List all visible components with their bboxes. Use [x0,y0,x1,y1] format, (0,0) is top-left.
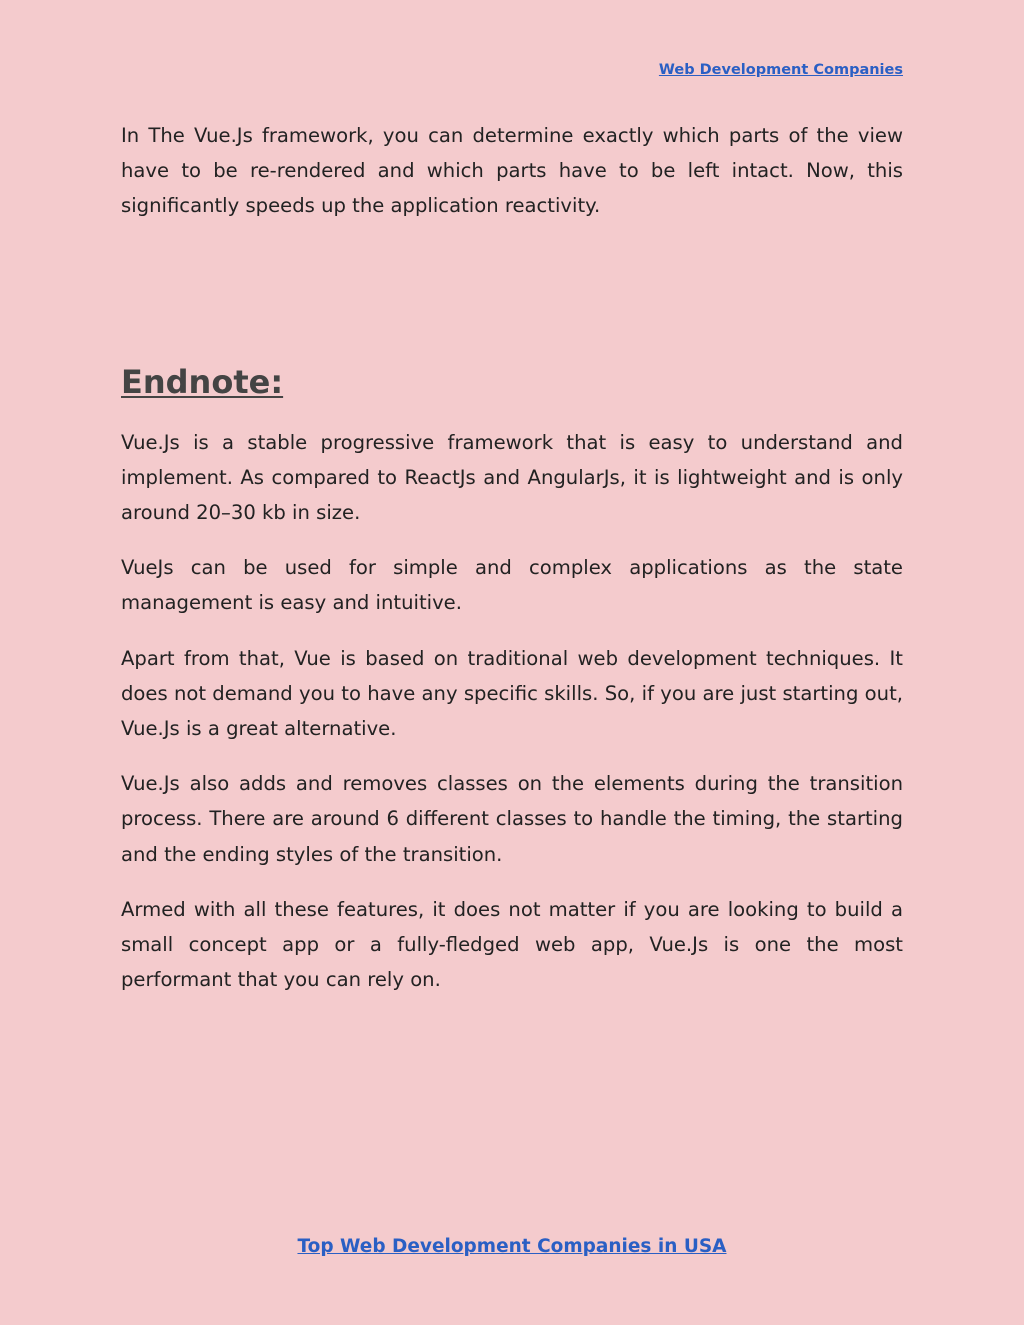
endnote-heading: Endnote: [121,362,284,401]
document-body [121,118,903,1017]
endnote-paragraph-2: VueJs can be used for simple and complex applications as the state management is easy and intuitive. [121,556,903,615]
footer-link[interactable]: Top Web Development Companies in USA [297,1236,727,1257]
endnote-section [121,425,903,998]
endnote-paragraph-1: Vue.Js is a stable progressive framework that is easy to understand and implement. As compared to ReactJs and AngularJs, it is lightweight and is only around 20–30 kb in size. [121,430,903,525]
endnote-paragraph-4: Vue.Js also adds and removes classes on the elements during the transition process. There are around 6 different classes to handle the timing, the starting and the ending styles of the transition. [121,772,903,866]
header-link[interactable]: Web Development Companies [658,62,903,78]
endnote-paragraph-5: Armed with all these features, it does not matter if you are looking to build a small concept app or a fully-fledged web app, Vue.Js is one the most performant that you can rely on. [121,897,903,992]
intro-paragraph: In The Vue.Js framework, you can determine exactly which parts of the view have to be re-rendered and which parts have to be left intact. Now, this significantly speeds up the application reactivity. [121,124,903,218]
endnote-paragraph-3: Apart from that, Vue is based on traditional web development techniques. It does not demand you to have any specific skills. So, if you are just starting out, Vue.Js is a great alternative. [121,646,903,741]
